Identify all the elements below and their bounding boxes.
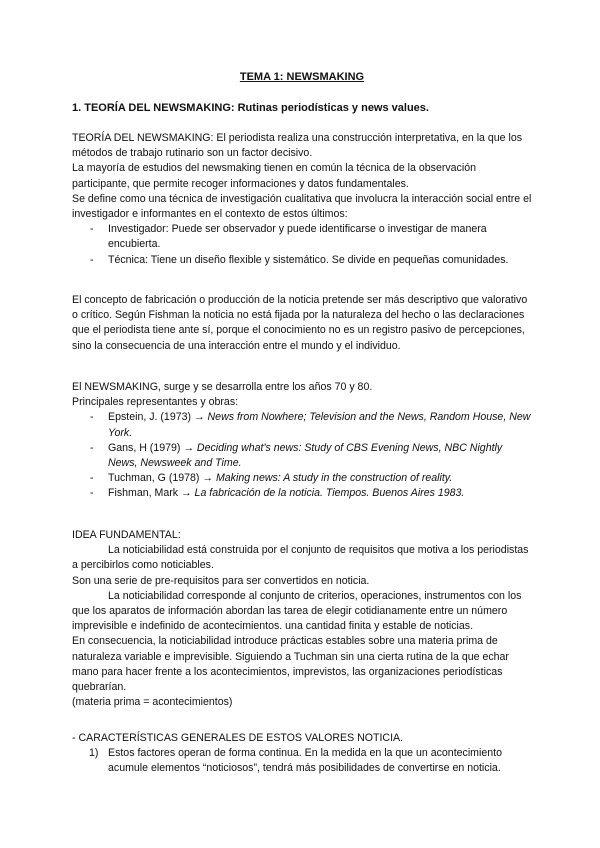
author-work: Making news: A study in the construction of reality. <box>215 472 453 485</box>
list-item <box>72 471 532 486</box>
list-item: - Técnica: Tiene un diseño flexible y sistemático. Se divide en pequeñas comunidades. <box>72 253 532 268</box>
author-name: Gans, H (1979) → <box>108 441 194 454</box>
intro-bullet-list <box>72 222 532 268</box>
idea-block <box>72 528 532 710</box>
author-name: Epstein, J. (1973) → <box>108 411 205 424</box>
idea-paragraph-4: En consecuencia, la noticiabilidad introduce prácticas estables sobre una materia prima de naturaleza variable e imprevisible. Siguiendo a Tuchman sin una cierta rutina de la que echar mano para hacer frente a los acontecimientos, imprevistos, las organizaciones periodísticas quebrarían. <box>72 635 509 694</box>
caracteristicas-heading: - CARACTERÍSTICAS GENERALES DE ESTOS VALORES NOTICIA. <box>72 732 404 744</box>
idea-paragraph-5: (materia prima = acontecimientos) <box>72 696 233 709</box>
item-text: Estos factores operan de forma continua. En la medida en la que un acontecimiento acumule elementos “noticiosos”, tendrá más posibilidades de convertirse en noticia. <box>108 747 502 775</box>
intro-paragraph-2: La mayoría de estudios del newsmaking tienen en común la técnica de la observación participante, que permite recoger informaciones y datos fundamentales. <box>72 162 476 190</box>
list-item <box>72 410 532 440</box>
list-item <box>72 746 532 776</box>
caracteristicas-block <box>72 731 532 777</box>
intro-block <box>72 131 532 268</box>
caracteristicas-list <box>72 746 532 776</box>
idea-paragraph-1: La noticiabilidad está construida por el conjunto de requisitos que motiva a los periodistas a percibirlos como noticiables. <box>72 544 529 572</box>
section-heading: 1. TEORÍA DEL NEWSMAKING: Rutinas periodísticas y news values. <box>72 102 429 114</box>
author-work: La fabricación de la noticia. Tiempos. Buenos Aires 1983. <box>194 487 465 500</box>
fabricacion-block <box>72 293 532 354</box>
idea-paragraph-3: La noticiabilidad corresponde al conjunto de criterios, operaciones, instrumentos con los que los aparatos de información abordan las tarea de elegir cotidianamente entre un número imprevisible e indefinido de acontecimientos. una cantidad finita y estable de noticias. <box>72 589 522 633</box>
document-title: TEMA 1: NEWSMAKING <box>239 71 365 83</box>
author-name: Tuchman, G (1978) → <box>108 472 213 485</box>
author-work: News from Nowhere; Television and the News, Random House, New York. <box>108 411 531 439</box>
idea-paragraph-2: Son una serie de pre-requisitos para ser convertidos en noticia. <box>72 574 370 587</box>
origen-paragraph-1: El NEWSMAKING, surge y se desarrolla entre los años 70 y 80. <box>72 381 373 393</box>
author-name: Fishman, Mark → <box>108 487 192 500</box>
idea-heading: IDEA FUNDAMENTAL: <box>72 529 181 541</box>
intro-paragraph-3: Se define como una técnica de investigación cualitativa que involucra la interacción social entre el investigador e informantes en el contexto de estos últimos: <box>72 192 532 221</box>
list-item <box>72 486 532 501</box>
intro-paragraph-1: TEORÍA DEL NEWSMAKING: El periodista realiza una construcción interpretativa, en la que los métodos de trabajo rutinario son un factor decisivo. <box>72 132 523 160</box>
origen-paragraph-2: Principales representantes y obras: <box>72 396 239 409</box>
fabricacion-paragraph: El concepto de fabricación o producción de la noticia pretende ser más descriptivo que valorativo o crítico. Según Fishman la noticia no está fijada por la naturaleza del hecho o las declaraciones que el periodista tiene ante sí, porque el conocimiento no es un registro pasivo de percepciones, sino la consecuencia de una interacción entre el mundo y el individuo. <box>72 294 528 352</box>
list-item <box>72 441 532 471</box>
list-item: - Investigador: Puede ser observador y puede identificarse o investigar de manera encubierta. <box>72 222 532 252</box>
item-number: 1) <box>89 747 99 760</box>
authors-list <box>72 410 532 501</box>
author-work: Deciding what's news: Study of CBS Evening News, NBC Nightly News, Newsweek and Time. <box>108 441 503 470</box>
origen-block <box>72 380 532 502</box>
